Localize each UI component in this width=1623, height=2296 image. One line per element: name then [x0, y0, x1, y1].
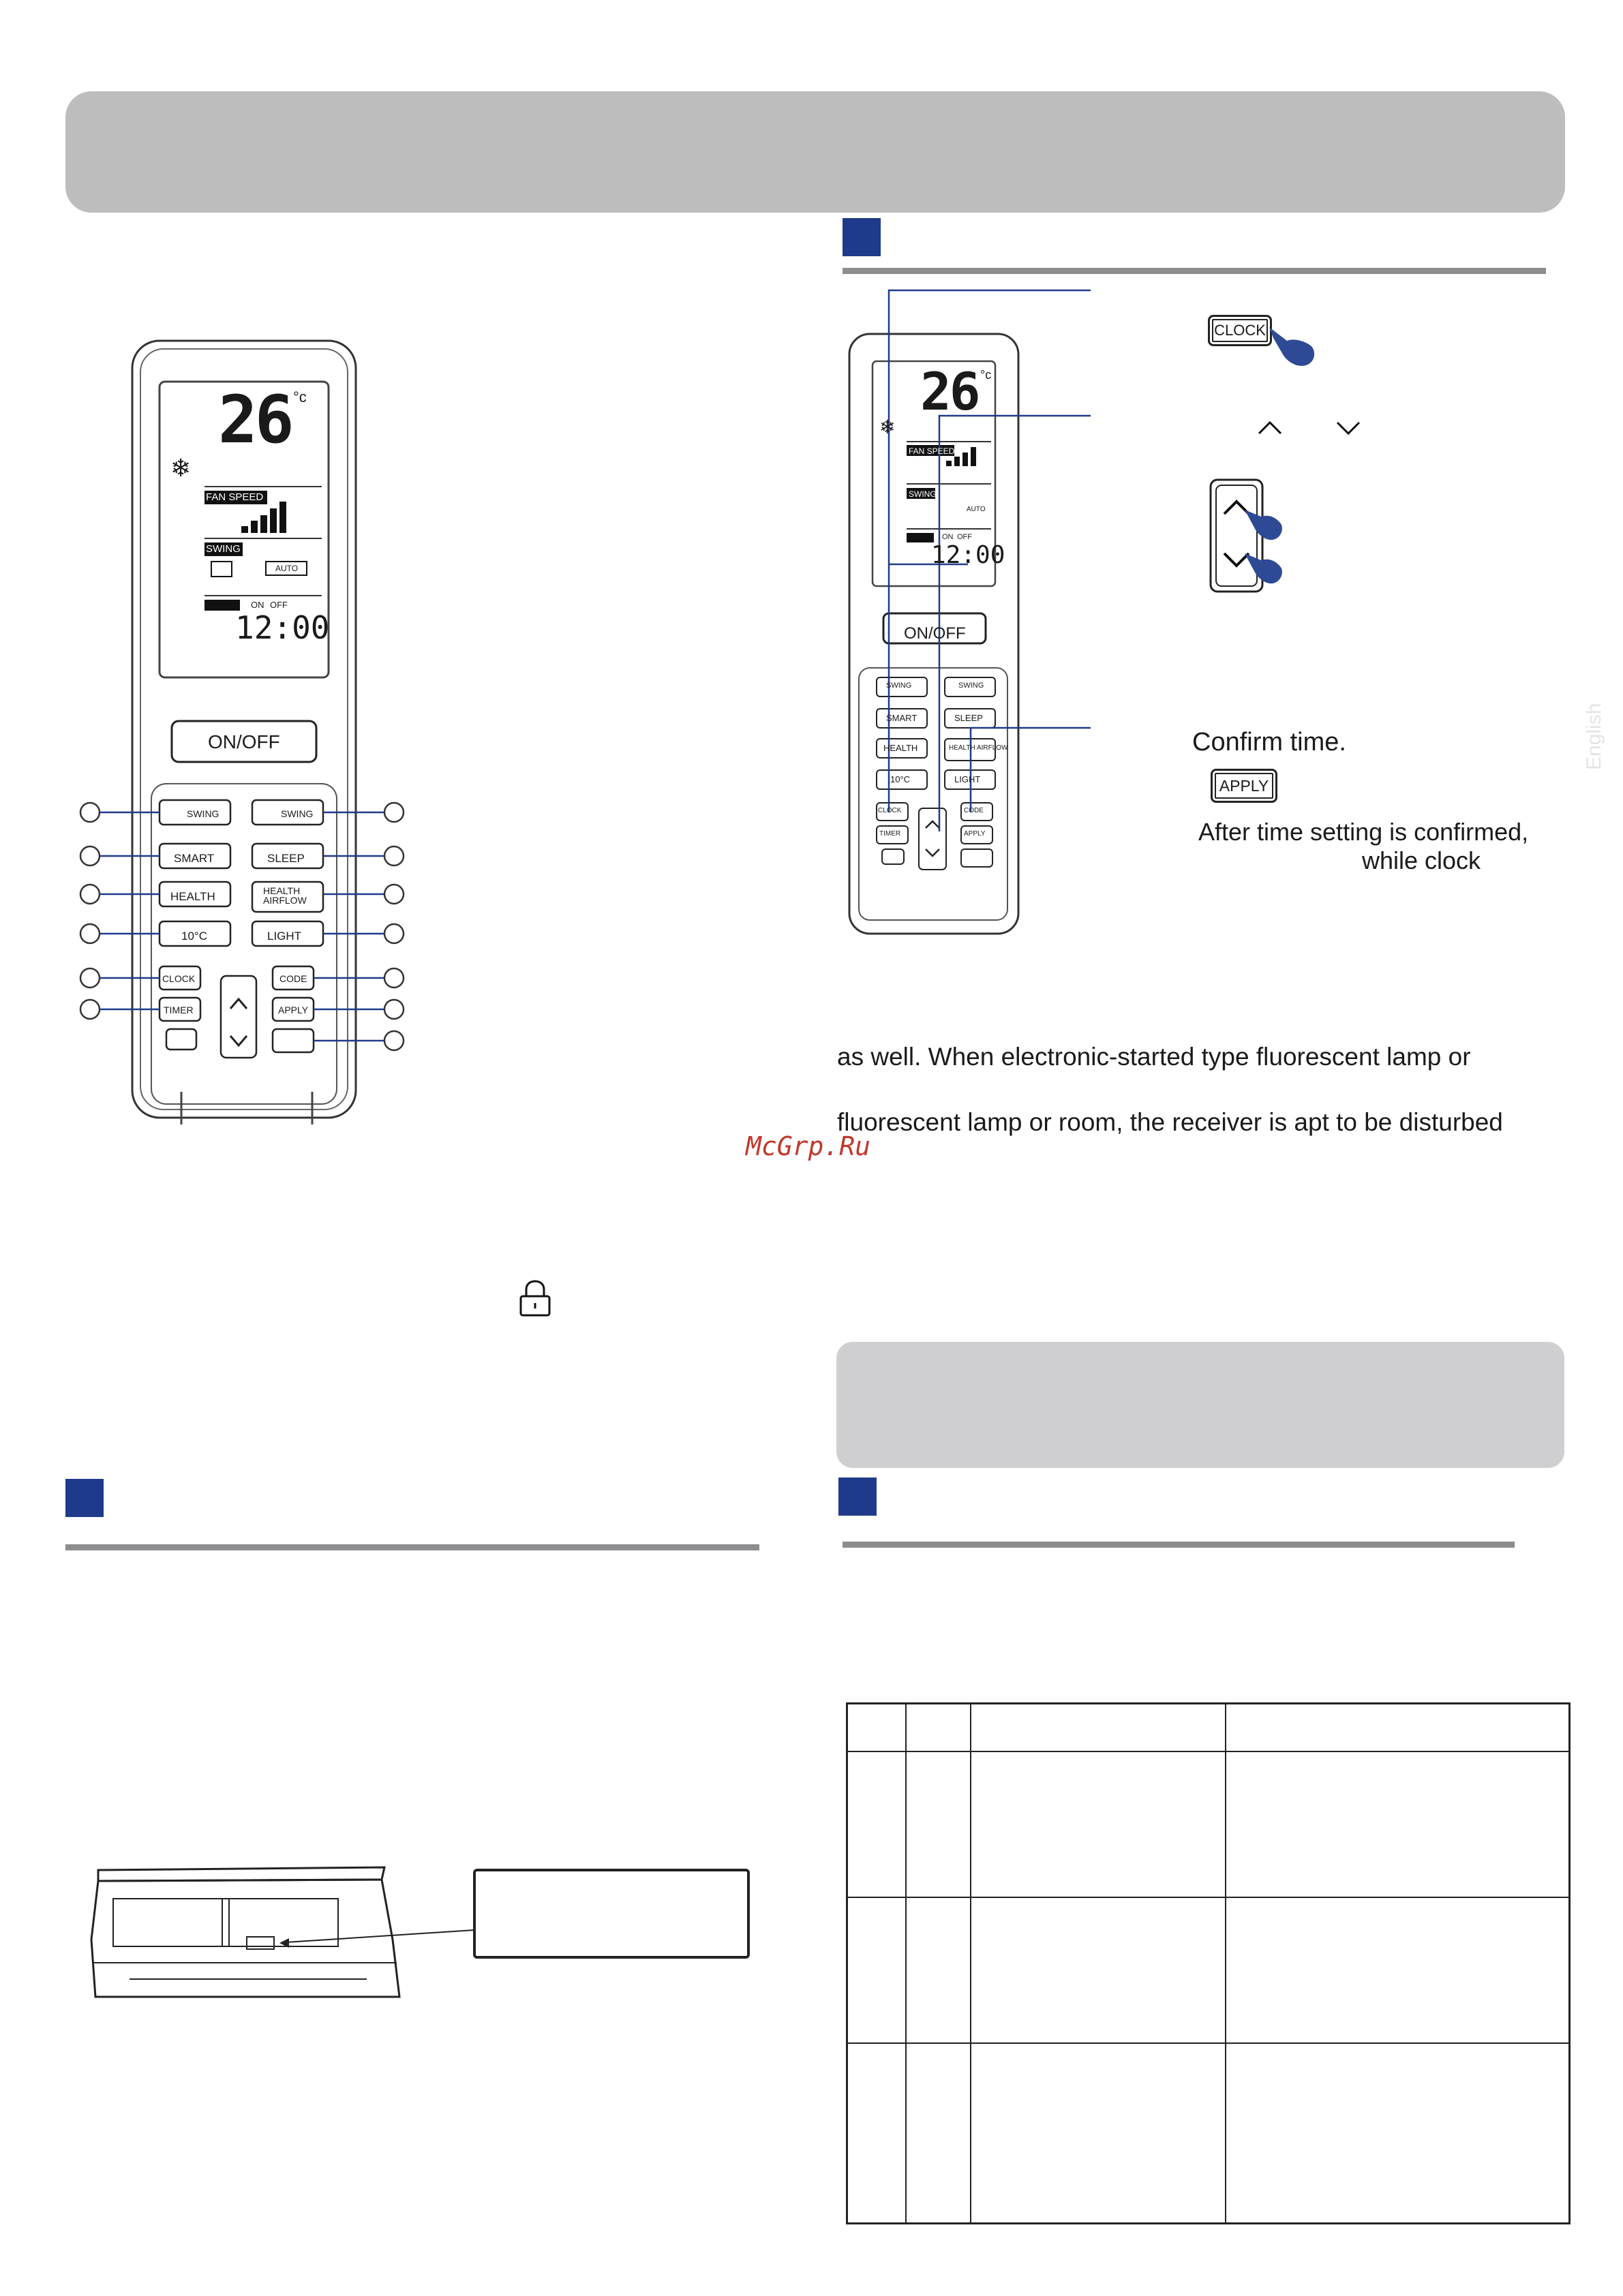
- swing-label: SWING: [206, 543, 241, 555]
- fan-speed-label: FAN SPEED: [206, 491, 264, 503]
- btn-light: LIGHT: [267, 930, 302, 943]
- small-btn-smart: SMART: [886, 713, 917, 723]
- apply-step-button: APPLY: [1211, 769, 1277, 803]
- down-arrow-icon: [1335, 417, 1362, 438]
- small-auto-label: AUTO: [967, 506, 986, 513]
- btn-apply: APPLY: [278, 1005, 309, 1015]
- btn-sleep: SLEEP: [267, 852, 305, 865]
- btn-swing-right: SWING: [281, 808, 314, 819]
- btn-code: CODE: [279, 973, 307, 984]
- onoff-button-large: ON/OFF: [208, 731, 280, 752]
- after-setting-line1: After time setting is confirmed,: [1198, 818, 1529, 846]
- snowflake-icon: ❄: [170, 454, 192, 482]
- section-marker-left-lower: [65, 1479, 104, 1517]
- on-label: ON: [251, 600, 264, 610]
- small-btn-timer: TIMER: [879, 830, 901, 838]
- btn-10c: 10°C: [181, 930, 207, 943]
- display-temperature: 26: [218, 382, 292, 458]
- btn-timer: TIMER: [164, 1005, 194, 1015]
- section-rule-clock: [843, 268, 1546, 274]
- lock-icon: [517, 1279, 553, 1318]
- troubleshooting-table: [846, 1702, 1571, 2224]
- small-display-clock: 12:00: [931, 541, 1005, 569]
- small-display-temperature: 26: [920, 361, 979, 422]
- small-on-label: ON: [942, 533, 954, 541]
- watermark: McGrp.Ru: [746, 1131, 871, 1161]
- btn-health: HEALTH: [170, 890, 215, 903]
- small-snowflake-icon: ❄: [879, 416, 896, 438]
- small-btn-sleep: SLEEP: [954, 713, 983, 723]
- small-off-label: OFF: [957, 533, 972, 541]
- body-text-line-1: as well. When electronic-started type fluorescent lamp or: [837, 1043, 1471, 1071]
- body-text-line-2: fluorescent lamp or room, the receiver is apt to be disturbed: [837, 1108, 1503, 1136]
- display-temp-unit: °c: [293, 388, 307, 405]
- small-btn-swing-right: SWING: [958, 682, 984, 690]
- small-btn-apply: APPLY: [964, 830, 986, 838]
- note-box: [836, 1342, 1564, 1468]
- up-arrow-icon: [1256, 417, 1284, 438]
- small-onoff-button: ON/OFF: [904, 624, 966, 643]
- small-btn-health: HEALTH: [883, 743, 918, 753]
- display-clock: 12:00: [235, 609, 330, 646]
- off-label: OFF: [270, 600, 288, 610]
- btn-clock: CLOCK: [162, 973, 196, 984]
- small-btn-light: LIGHT: [954, 774, 981, 784]
- small-btn-clock: CLOCK: [878, 807, 902, 814]
- section-rule-left-lower: [65, 1544, 759, 1550]
- btn-health-airflow-line1: HEALTH: [263, 885, 301, 896]
- section-marker-clock: [843, 218, 881, 256]
- confirm-time-text: Confirm time.: [1192, 728, 1346, 756]
- btn-health-airflow-line2: AIRFLOW: [263, 895, 307, 906]
- small-fan-speed-label: FAN SPEED: [909, 446, 955, 456]
- btn-health-airflow: [263, 886, 307, 905]
- small-btn-health-airflow: HEALTH AIRFLOW: [949, 744, 1008, 752]
- side-tab-english: English: [1583, 703, 1605, 770]
- after-setting-line2: while clock: [1362, 846, 1481, 874]
- clock-step-button: CLOCK: [1208, 315, 1272, 346]
- btn-swing-left: SWING: [187, 808, 219, 819]
- small-display-temp-unit: °c: [980, 368, 992, 382]
- updown-rocker-illustration: [1207, 477, 1309, 600]
- header-bar: [65, 91, 1565, 213]
- small-btn-code: CODE: [964, 807, 984, 814]
- hand-pointer-icon: [1266, 323, 1321, 371]
- section-marker-right-lower: [838, 1478, 877, 1516]
- indoor-unit-illustration: [89, 1861, 770, 2004]
- btn-smart: SMART: [174, 852, 215, 865]
- small-btn-swing-left: SWING: [886, 682, 912, 690]
- small-swing-label: SWING: [909, 489, 937, 499]
- auto-label: AUTO: [275, 564, 299, 573]
- small-btn-10c: 10°C: [890, 774, 911, 784]
- section-rule-right-lower: [843, 1542, 1515, 1548]
